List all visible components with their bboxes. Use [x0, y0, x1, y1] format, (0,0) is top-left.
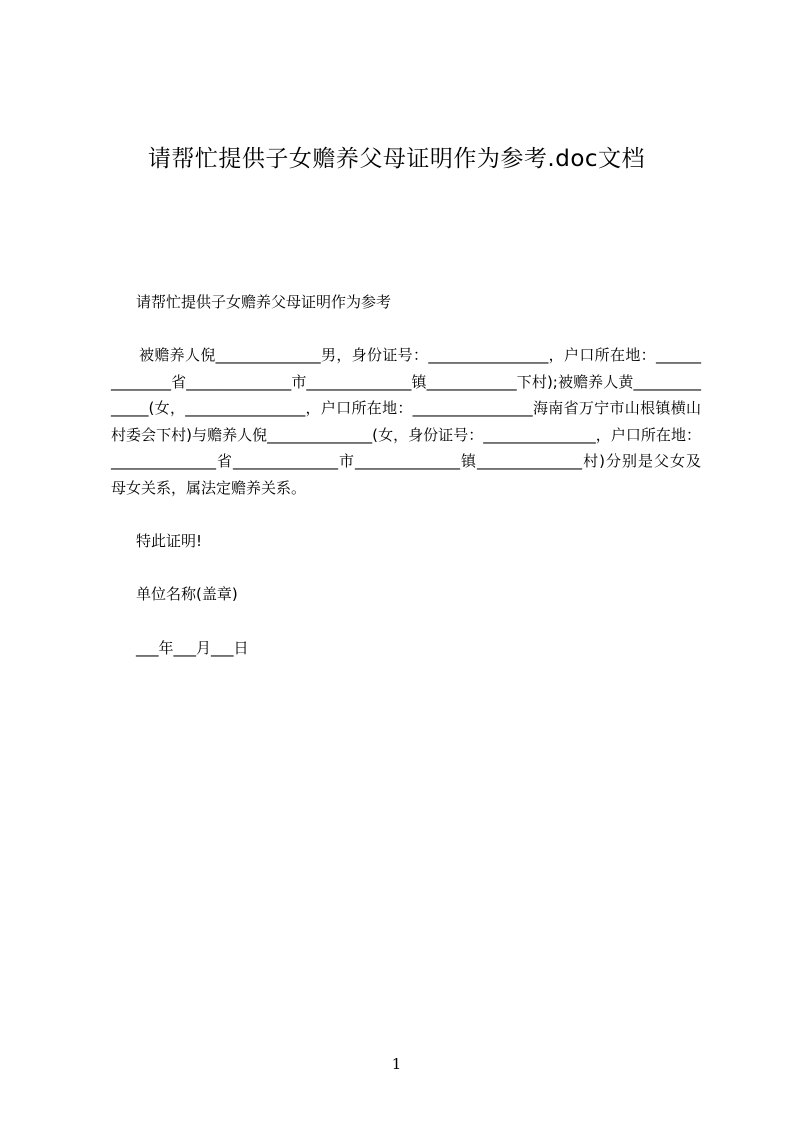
closing-line: 特此证明!: [136, 532, 203, 550]
document-subtitle: 请帮忙提供子女赡养父母证明作为参考: [136, 293, 392, 311]
page-number: 1: [391, 1055, 402, 1073]
document-title: 请帮忙提供子女赡养父母证明作为参考.doc文档: [147, 146, 646, 172]
date-line: ___年___月___日: [136, 639, 249, 657]
organization-seal-line: 单位名称(盖章): [136, 585, 238, 603]
certificate-paragraph: 被赡养人倪______________男，身份证号：________________，户口所在地：______________省______________市______________镇____________下村);被赡养人黄______________(女，________________，户口所在地：________________海南省万宁市山根镇横山村委会下村)与赡养人倪______________(女，身份证号：_______________，户口所在地：______________省______________市______________镇______________村)分别是父女及母女关系，属法定赡养关系。: [111, 346, 701, 497]
